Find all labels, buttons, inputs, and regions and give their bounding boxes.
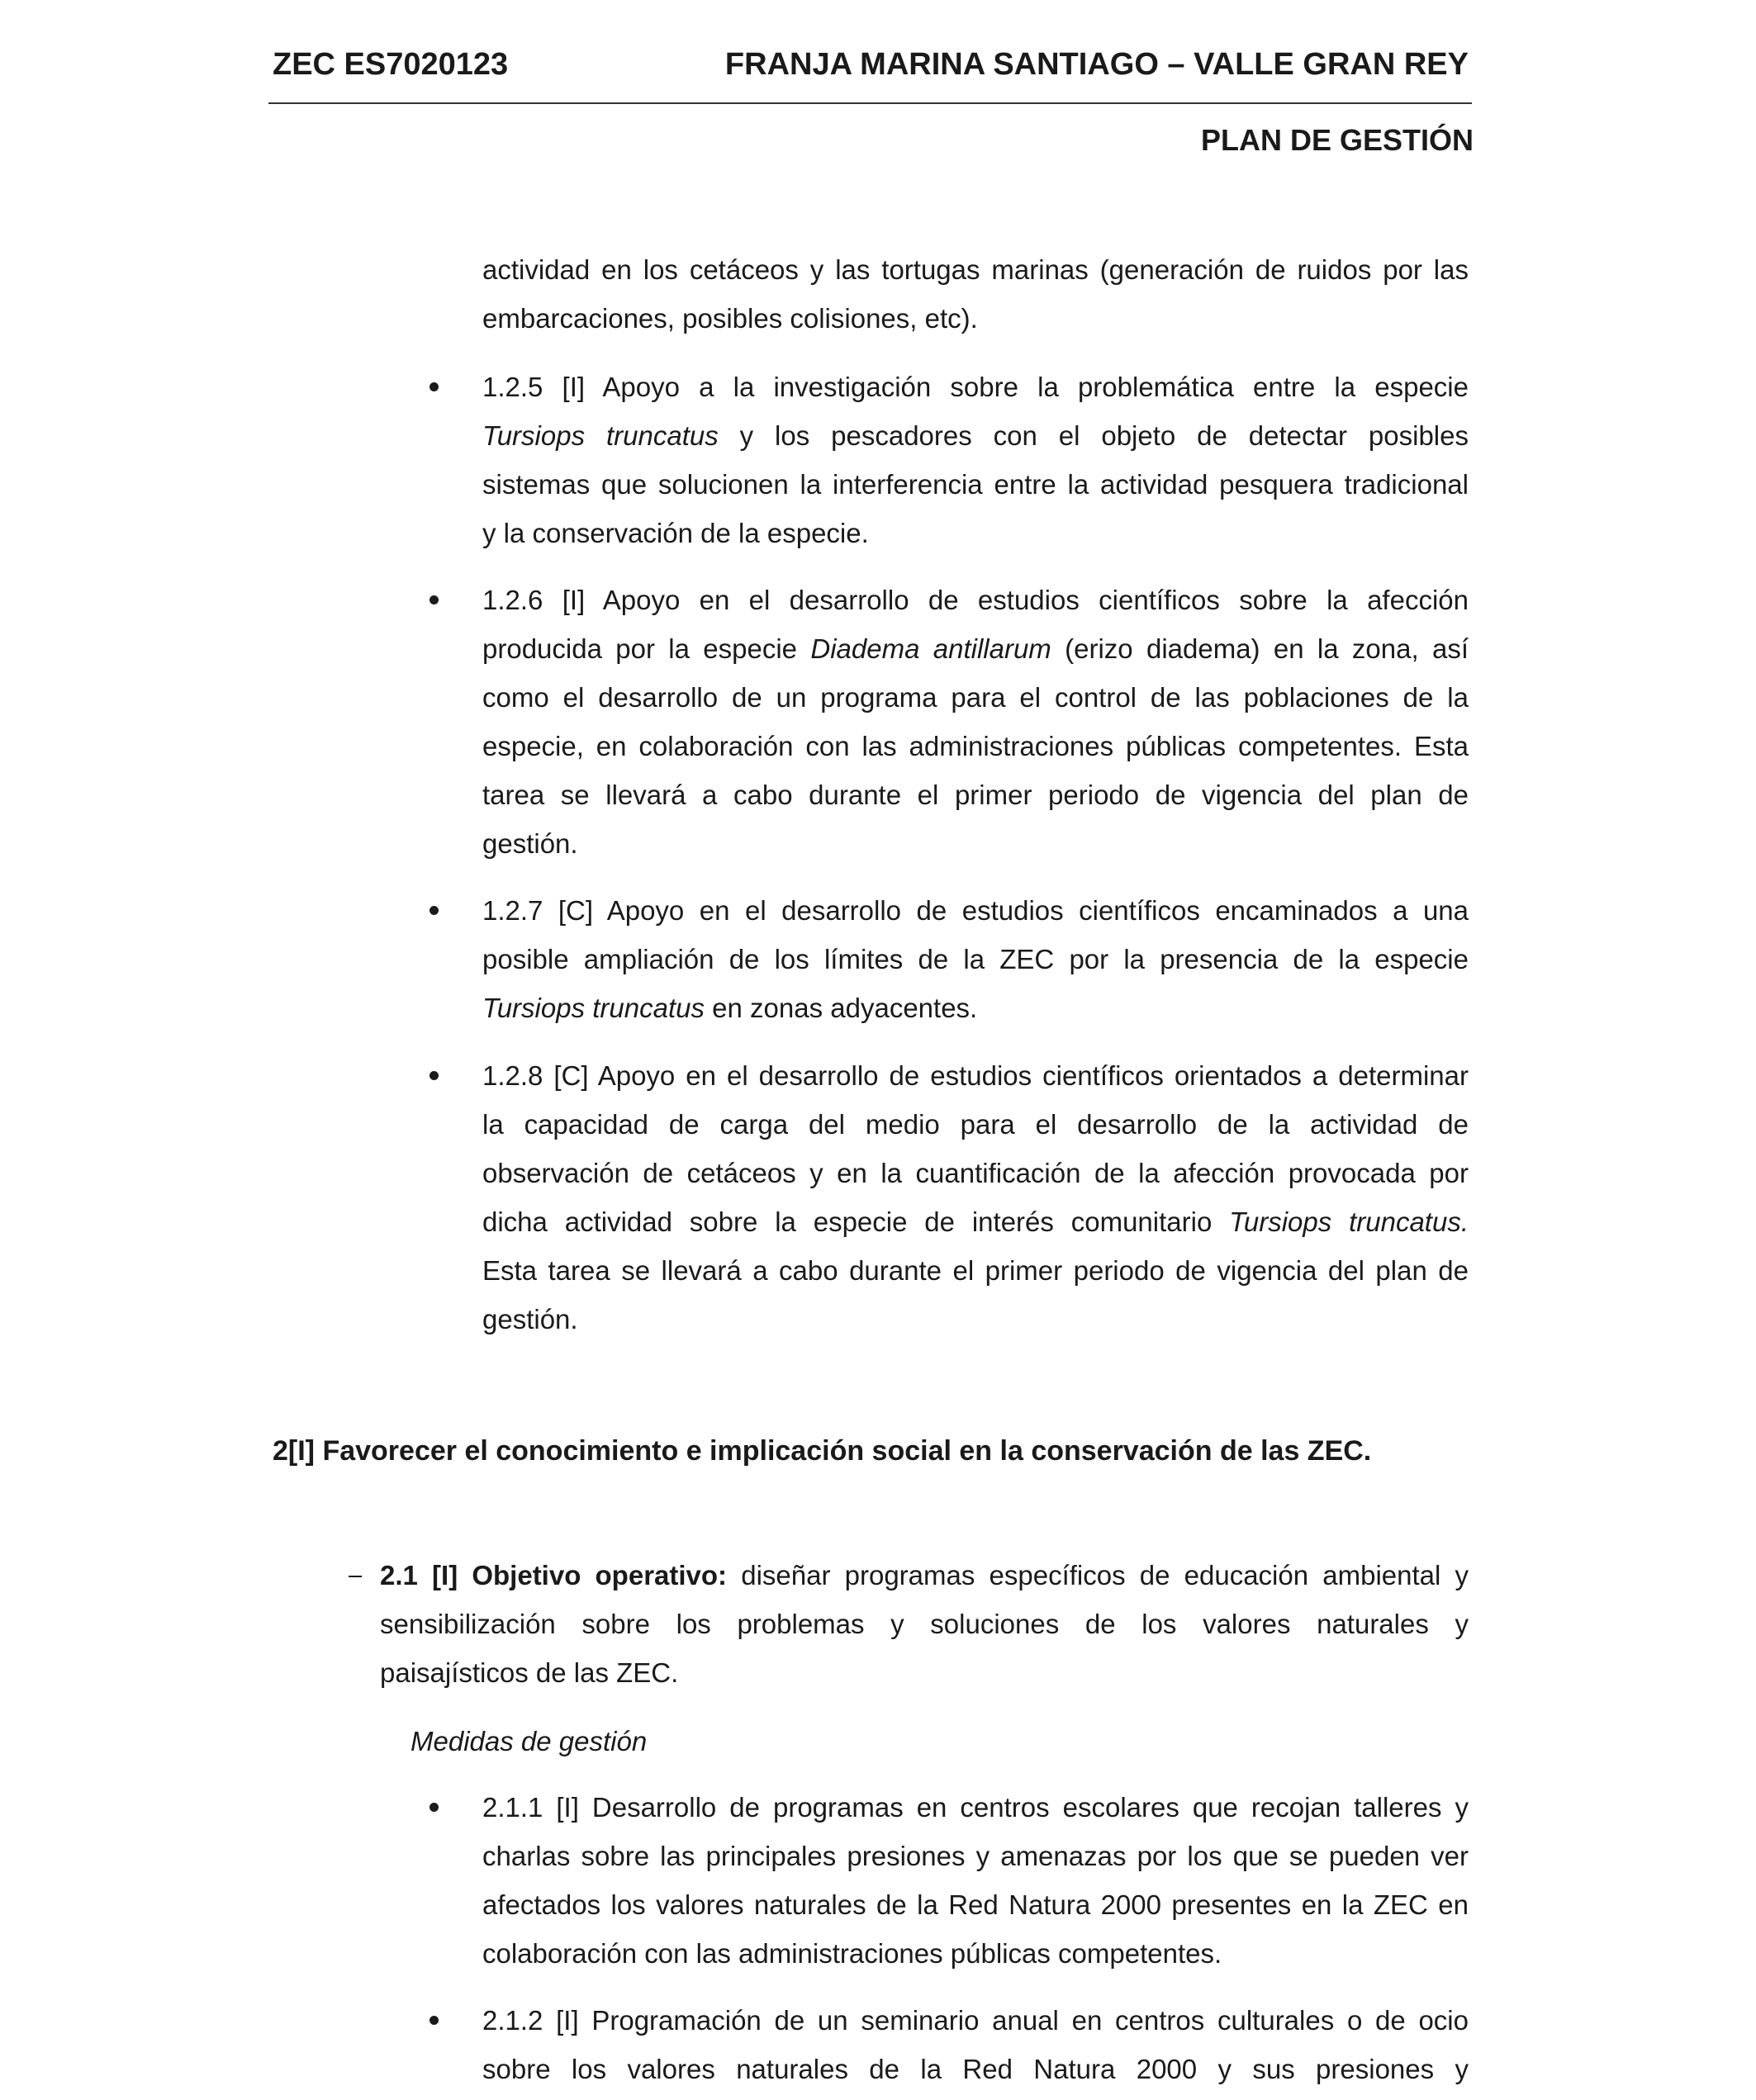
objective-label: 2.1 [I] Objetivo operativo:	[380, 1560, 728, 1590]
text-line: dicha actividad sobre la especie de interés comunitario Tursiops truncatus.	[482, 1206, 1469, 1237]
text-line: sensibilización sobre los problemas y soluciones de los valores naturales y	[380, 1609, 1469, 1639]
measure-1-2-5	[482, 363, 1469, 557]
goal-2-heading: 2[I] Favorecer el conocimiento e implicación social en la conservación de las ZEC.	[273, 1435, 1372, 1467]
text-line: sobre los valores naturales de la Red Natura 2000 y sus presiones y	[482, 2054, 1469, 2084]
text-line: producida por la especie Diadema antillarum (erizo diadema) en la zona, así	[482, 633, 1469, 664]
text-line: gestión.	[482, 828, 578, 859]
text-line: posible ampliación de los límites de la ZEC por la presencia de la especie	[482, 944, 1469, 974]
document-subtitle: PLAN DE GESTIÓN	[1200, 123, 1474, 157]
objective-2-1	[380, 1551, 1469, 1697]
text-line: afectados los valores naturales de la Red Natura 2000 presentes en la ZEC en	[482, 1889, 1469, 1920]
text-line: Esta tarea se llevará a cabo durante el primer periodo de vigencia del plan de	[482, 1255, 1469, 1286]
text-line: 2.1 [I] Objetivo operativo: diseñar programas específicos de educación ambiental y	[380, 1560, 1469, 1590]
text-line: 1.2.5 [I] Apoyo a la investigación sobre la problemática entre la especie	[482, 372, 1469, 402]
text-line: 1.2.6 [I] Apoyo en el desarrollo de estudios científicos sobre la afección	[482, 585, 1469, 615]
species-name: Tursiops truncatus	[482, 420, 719, 451]
measure-2-1-2	[482, 1996, 1469, 2093]
bullet-icon	[430, 1783, 439, 1812]
text-line: 1.2.8 [C] Apoyo en el desarrollo de estudios científicos orientados a determinar	[482, 1060, 1469, 1091]
text-line: especie, en colaboración con las administraciones públicas competentes. Esta	[482, 731, 1469, 761]
species-name: Tursiops truncatus.	[1229, 1206, 1469, 1237]
page-header	[273, 40, 1469, 89]
text-line: 2.1.2 [I] Programación de un seminario anual en centros culturales o de ocio	[482, 2005, 1469, 2036]
measure-1-2-8	[482, 1051, 1469, 1344]
text-line: 2.1.1 [I] Desarrollo de programas en centros escolares que recojan talleres y	[482, 1792, 1469, 1823]
text-line: observación de cetáceos y en la cuantificación de la afección provocada por	[482, 1158, 1469, 1188]
text-line: tarea se llevará a cabo durante el primer periodo de vigencia del plan de	[482, 780, 1469, 810]
text-line: actividad en los cetáceos y las tortugas marinas (generación de ruidos por las	[482, 254, 1469, 285]
intro-paragraph	[482, 245, 1469, 343]
bullet-icon	[430, 1051, 439, 1080]
species-name: Diadema antillarum	[810, 633, 1051, 664]
text-line: Tursiops truncatus y los pescadores con el objeto de detectar posibles	[482, 420, 1469, 451]
text-line: embarcaciones, posibles colisiones, etc).	[482, 303, 978, 334]
measure-1-2-7	[482, 886, 1469, 1032]
species-name: Tursiops truncatus	[482, 993, 705, 1023]
text-line: y la conservación de la especie.	[482, 518, 869, 548]
text-line: la capacidad de carga del medio para el desarrollo de la actividad de	[482, 1109, 1469, 1140]
header-divider	[268, 102, 1472, 104]
text-line: como el desarrollo de un programa para el control de las poblaciones de la	[482, 682, 1469, 713]
text-line: paisajísticos de las ZEC.	[380, 1657, 679, 1688]
text-line: Tursiops truncatus en zonas adyacentes.	[482, 993, 978, 1023]
section-subheading: Medidas de gestión	[411, 1726, 648, 1756]
measure-1-2-6	[482, 576, 1469, 868]
bullet-icon	[430, 886, 439, 915]
dash-bullet-icon	[349, 1551, 365, 1577]
zec-code: ZEC ES7020123	[273, 47, 509, 82]
text-line: gestión.	[482, 1304, 578, 1334]
text-line: 1.2.7 [C] Apoyo en el desarrollo de estudios científicos encaminados a una	[482, 895, 1469, 926]
document-title: FRANJA MARINA SANTIAGO – VALLE GRAN REY	[724, 47, 1469, 82]
bullet-icon	[430, 363, 439, 391]
text-line: colaboración con las administraciones públicas competentes.	[482, 1938, 1222, 1969]
bullet-icon	[430, 1996, 439, 2025]
text-line: sistemas que solucionen la interferencia entre la actividad pesquera tradicional	[482, 469, 1469, 500]
bullet-icon	[430, 576, 439, 604]
measure-2-1-1	[482, 1783, 1469, 1978]
text-line: charlas sobre las principales presiones y amenazas por los que se pueden ver	[482, 1841, 1469, 1871]
